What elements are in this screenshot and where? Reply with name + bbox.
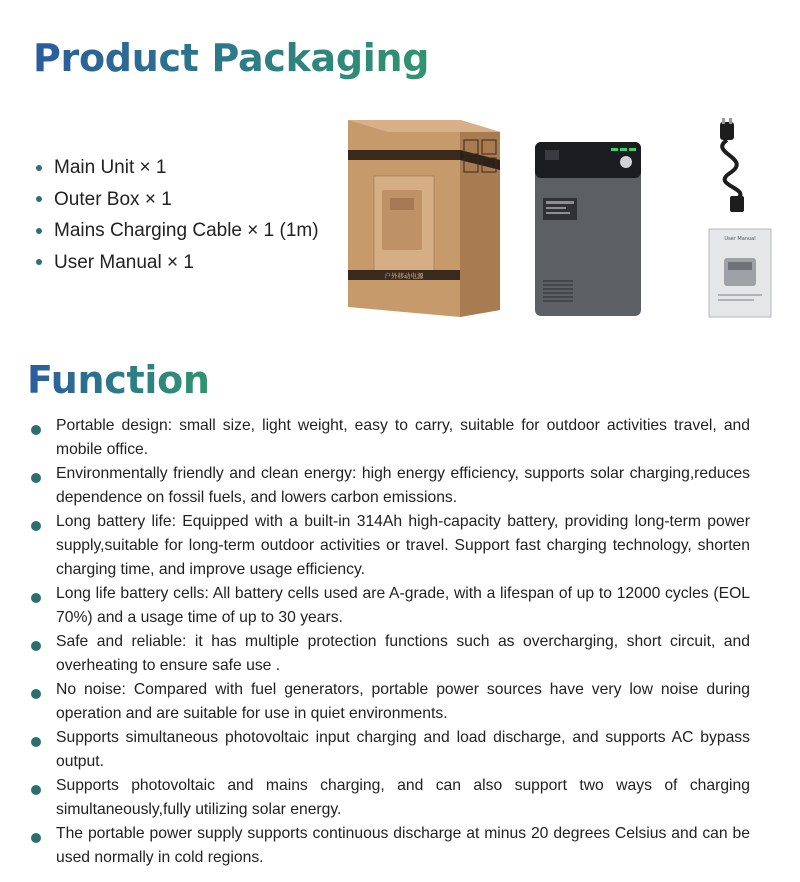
packaging-item: Outer Box × 1 (36, 184, 319, 216)
bullet-dot (31, 785, 41, 795)
user-manual-image (708, 228, 772, 318)
bullet-dot (31, 593, 41, 603)
bullet-dot (31, 425, 41, 435)
box-label: 户外移动电源 (384, 272, 424, 280)
outer-box-image (340, 112, 505, 317)
packaging-item: Main Unit × 1 (36, 152, 319, 184)
function-item: Long life battery cells: All battery cells used are A-grade, with a lifespan of up to 12000 cycles (EOL 70%) and a usage time of up to 30 years. (28, 582, 750, 630)
bullet-dot (31, 473, 41, 483)
packaging-item: Mains Charging Cable × 1 (1m) (36, 215, 319, 247)
function-item: No noise: Compared with fuel generators, portable power sources have very low noise during operation and are suitable for use in quiet environments. (28, 678, 750, 726)
bullet-dot (36, 196, 42, 202)
packaging-title: Product Packaging (33, 36, 430, 80)
packaging-list (36, 152, 319, 278)
function-item: Long battery life: Equipped with a built-in 314Ah high-capacity battery, providing long-term power supply,suitable for long-term outdoor activities or travel. Support fast charging technology, shorten charging time, and improve usage efficiency. (28, 510, 750, 582)
bullet-dot (31, 737, 41, 747)
bullet-dot (36, 259, 42, 265)
main-unit-image (533, 140, 643, 318)
bullet-dot (31, 833, 41, 843)
charging-cable-image (708, 118, 758, 213)
function-item: Supports photovoltaic and mains charging, and can also support two ways of charging simultaneously,fully utilizing solar energy. (28, 774, 750, 822)
manual-title: User Manual (724, 236, 756, 242)
bullet-dot (31, 641, 41, 651)
function-title: Function (27, 358, 210, 402)
function-item: Portable design: small size, light weight, easy to carry, suitable for outdoor activities travel, and mobile office. (28, 414, 750, 462)
bullet-dot (31, 521, 41, 531)
function-item: Environmentally friendly and clean energy: high energy efficiency, supports solar charging,reduces dependence on fossil fuels, and lowers carbon emissions. (28, 462, 750, 510)
function-list (28, 414, 750, 870)
packaging-item: User Manual × 1 (36, 247, 319, 279)
function-item: The portable power supply supports continuous discharge at minus 20 degrees Celsius and can be used normally in cold regions. (28, 822, 750, 870)
bullet-dot (31, 689, 41, 699)
bullet-dot (36, 165, 42, 171)
bullet-dot (36, 228, 42, 234)
function-item: Safe and reliable: it has multiple protection functions such as overcharging, short circuit, and overheating to ensure safe use . (28, 630, 750, 678)
function-item: Supports simultaneous photovoltaic input charging and load discharge, and supports AC bypass output. (28, 726, 750, 774)
